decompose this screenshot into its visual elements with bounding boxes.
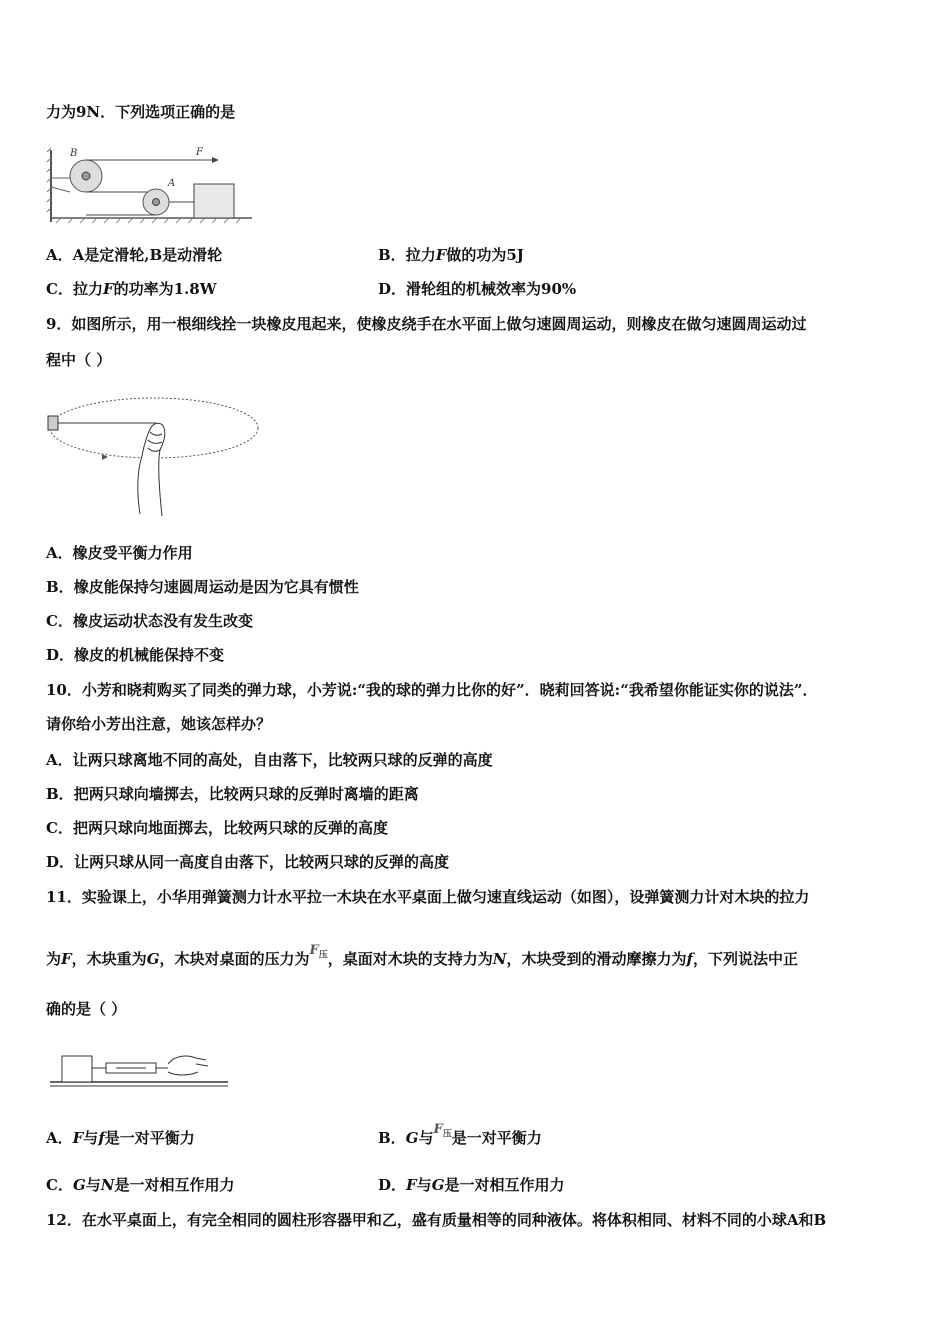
- q9-option-b[interactable]: B．橡皮能保持匀速圆周运动是因为它具有惯性: [46, 578, 359, 596]
- q10-stem-line1: 10．小芳和晓莉购买了同类的弹力球，小芳说:“我的球的弹力比你的好”．晓莉回答说:“我希望你能证实你的说法”．: [46, 681, 818, 699]
- q9-option-a[interactable]: A．橡皮受平衡力作用: [46, 544, 193, 562]
- q10-stem-line2: 请你给小芳出注意，她该怎样办？: [46, 715, 272, 733]
- q9-stem-line1: 9．如图所示，用一根细线拴一块橡皮甩起来，使橡皮绕手在水平面上做匀速圆周运动，则橡皮在做匀速圆周运动过: [46, 315, 807, 333]
- label-f: F: [196, 147, 203, 158]
- q8-pulley-figure: [44, 142, 256, 228]
- q10-option-a[interactable]: A．让两只球离地不同的高处，自由落下，比较两只球的反弹的高度: [46, 751, 493, 769]
- label-b: B: [70, 148, 78, 159]
- f-pressure-symbol: $F_压$: [309, 943, 328, 961]
- q8-option-b[interactable]: B．拉力F做的功为5J: [378, 246, 524, 264]
- q11-stem-line2: 为F，木块重为G，木块对桌面的压力为$F_压$，桌面对木块的支持力为N，木块受到的滑动摩擦力为f，下列说法中正: [46, 943, 798, 968]
- q9-stem-line2: 程中（ ）: [46, 351, 112, 369]
- q9-option-d[interactable]: D．橡皮的机械能保持不变: [46, 646, 225, 664]
- q8-stem-tail: 力为9N．下列选项正确的是: [46, 103, 236, 121]
- q10-option-c[interactable]: C．把两只球向地面掷去，比较两只球的反弹的高度: [46, 819, 388, 837]
- q8-option-d[interactable]: D．滑轮组的机械效率为90%: [378, 280, 577, 298]
- q10-option-d[interactable]: D．让两只球从同一高度自由落下，比较两只球的反弹的高度: [46, 853, 450, 871]
- q11-spring-scale-figure: [46, 1046, 232, 1088]
- q10-option-b[interactable]: B．把两只球向墙掷去，比较两只球的反弹时离墙的距离: [46, 785, 419, 803]
- q11-option-c[interactable]: C．G与N是一对相互作用力: [46, 1176, 235, 1194]
- q8-option-a[interactable]: A．A是定滑轮,B是动滑轮: [46, 246, 223, 264]
- q11-stem-line3: 确的是（ ）: [46, 1000, 127, 1018]
- q11-option-d[interactable]: D．F与G是一对相互作用力: [378, 1176, 565, 1194]
- q9-option-c[interactable]: C．橡皮运动状态没有发生改变: [46, 612, 253, 630]
- label-a: A: [168, 178, 176, 189]
- f-pressure-symbol: $F_压$: [433, 1122, 452, 1140]
- q11-option-a[interactable]: A．F与f是一对平衡力: [46, 1129, 195, 1147]
- q11-stem-line1: 11．实验课上，小华用弹簧测力计水平拉一木块在水平桌面上做匀速直线运动（如图），设弹簧测力计对木块的拉力: [46, 888, 810, 906]
- q9-eraser-figure: [44, 388, 264, 520]
- q11-option-b[interactable]: B．G与$F_压$是一对平衡力: [378, 1122, 542, 1147]
- q8-option-c[interactable]: C．拉力F的功率为1.8W: [46, 280, 217, 298]
- q12-stem-line1: 12．在水平桌面上，有完全相同的圆柱形容器甲和乙，盛有质量相等的同种液体。将体积相同、材料不同的小球A和B: [46, 1211, 827, 1229]
